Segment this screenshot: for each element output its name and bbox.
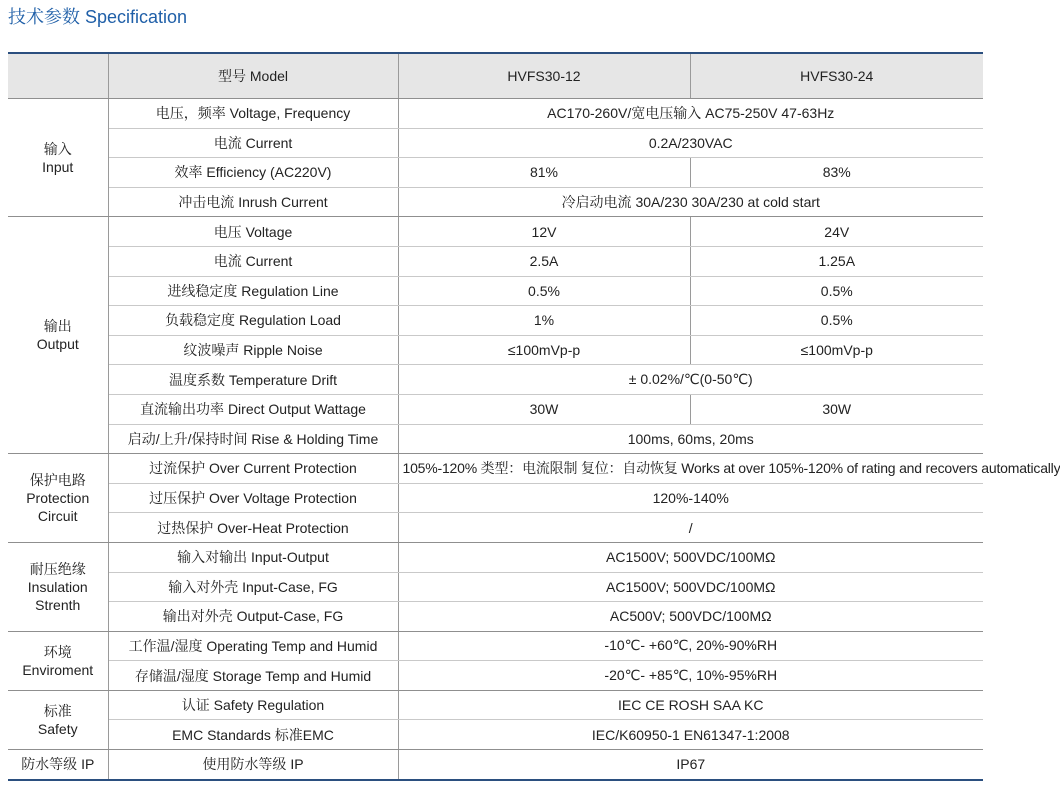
table-row bbox=[8, 306, 983, 336]
table-row bbox=[8, 335, 983, 365]
param-value: AC1500V; 500VDC/100MΩ bbox=[398, 542, 983, 572]
group-environment bbox=[8, 631, 108, 690]
param-value-2: 24V bbox=[690, 217, 983, 247]
param-label: 纹波噪声 Ripple Noise bbox=[108, 335, 398, 365]
group-input bbox=[8, 99, 108, 217]
header-row bbox=[8, 53, 983, 99]
group-label: Circuit bbox=[37, 508, 78, 525]
table-row bbox=[8, 690, 983, 720]
table-row bbox=[8, 99, 983, 129]
group-label: 保护电路 bbox=[29, 472, 86, 489]
param-label: 进线稳定度 Regulation Line bbox=[108, 276, 398, 306]
table-row bbox=[8, 720, 983, 750]
header-model-1: HVFS30-12 bbox=[398, 53, 690, 99]
table-row bbox=[8, 424, 983, 454]
group-label: Input bbox=[42, 158, 74, 175]
param-value-2: 30W bbox=[690, 394, 983, 424]
header-param: 型号 Model bbox=[108, 53, 398, 99]
param-value-1: 1% bbox=[398, 306, 690, 336]
param-value: IEC/K60950-1 EN61347-1:2008 bbox=[398, 720, 983, 750]
param-label: 负载稳定度 Regulation Load bbox=[108, 306, 398, 336]
group-label: Insulation bbox=[27, 578, 88, 595]
group-label: Enviroment bbox=[22, 661, 94, 678]
page-title: 技术参数 Specification bbox=[8, 7, 188, 27]
param-value: 100ms, 60ms, 20ms bbox=[398, 424, 983, 454]
group-label: 输出 bbox=[43, 318, 72, 335]
param-value-2: ≤100mVp-p bbox=[690, 335, 983, 365]
table-row bbox=[8, 631, 983, 661]
param-value: -10℃- +60℃, 20%-90%RH bbox=[398, 631, 983, 661]
param-value: 冷启动电流 30A/230 30A/230 at cold start bbox=[398, 187, 983, 217]
param-label: 电压 Voltage bbox=[108, 217, 398, 247]
param-value: ± 0.02%/℃(0-50℃) bbox=[398, 365, 983, 395]
param-label: 使用防水等级 IP bbox=[108, 750, 398, 780]
spec-table bbox=[8, 52, 1060, 781]
table-row bbox=[8, 542, 983, 572]
group-label: 输入 bbox=[43, 140, 72, 157]
param-label: 输出对外壳 Output-Case, FG bbox=[108, 602, 398, 632]
param-value-1: 30W bbox=[398, 394, 690, 424]
param-value: -20℃- +85℃, 10%-95%RH bbox=[398, 661, 983, 691]
group-output bbox=[8, 217, 108, 454]
param-value-2: 0.5% bbox=[690, 276, 983, 306]
param-value: AC1500V; 500VDC/100MΩ bbox=[398, 572, 983, 602]
param-value: / bbox=[398, 513, 983, 543]
param-label: 过热保护 Over-Heat Protection bbox=[108, 513, 398, 543]
param-value-2: 0.5% bbox=[690, 306, 983, 336]
param-value-1: 2.5A bbox=[398, 246, 690, 276]
group-label: 环境 bbox=[43, 643, 72, 660]
param-value-1: ≤100mVp-p bbox=[398, 335, 690, 365]
param-value: AC170-260V/宽电压输入 AC75-250V 47-63Hz bbox=[398, 99, 983, 129]
group-standard bbox=[8, 690, 108, 749]
table-row bbox=[8, 454, 983, 484]
table-row bbox=[8, 246, 983, 276]
param-label: 电流 Current bbox=[108, 128, 398, 158]
header-blank bbox=[8, 53, 108, 99]
param-label: 效率 Efficiency (AC220V) bbox=[108, 158, 398, 188]
group-label: 防水等级 IP bbox=[21, 756, 95, 773]
group-waterproof bbox=[8, 750, 108, 780]
param-label: 输入对输出 Input-Output bbox=[108, 542, 398, 572]
param-value-2: 83% bbox=[690, 158, 983, 188]
param-value: IEC CE ROSH SAA KC bbox=[398, 690, 983, 720]
table-row bbox=[8, 365, 983, 395]
param-label: 过流保护 Over Current Protection bbox=[108, 454, 398, 484]
table-row bbox=[8, 394, 983, 424]
group-label: 标准 bbox=[43, 702, 72, 719]
param-value-1: 12V bbox=[398, 217, 690, 247]
table-row bbox=[8, 602, 983, 632]
param-value-2: 1.25A bbox=[690, 246, 983, 276]
group-label: Strenth bbox=[35, 596, 81, 613]
table-row bbox=[8, 661, 983, 691]
group-label: Protection bbox=[26, 490, 90, 507]
param-label: 工作温/湿度 Operating Temp and Humid bbox=[108, 631, 398, 661]
table-row bbox=[8, 128, 983, 158]
table-row bbox=[8, 158, 983, 188]
param-label: 输入对外壳 Input-Case, FG bbox=[108, 572, 398, 602]
header-model-2: HVFS30-24 bbox=[690, 53, 983, 99]
param-value: 105%-120% 类型：电流限制 复位：自动恢复 Works at over 105%-120% of rating and recovers automatically bbox=[398, 454, 983, 484]
table-row bbox=[8, 217, 983, 247]
table-row bbox=[8, 750, 983, 780]
param-label: 启动/上升/保持时间 Rise & Holding Time bbox=[108, 424, 398, 454]
param-label: 温度系数 Temperature Drift bbox=[108, 365, 398, 395]
table-row bbox=[8, 513, 983, 543]
param-label: 直流输出功率 Direct Output Wattage bbox=[108, 394, 398, 424]
param-label: 电压，频率 Voltage, Frequency bbox=[108, 99, 398, 129]
table-row bbox=[8, 572, 983, 602]
param-label: 认证 Safety Regulation bbox=[108, 690, 398, 720]
table-row bbox=[8, 483, 983, 513]
group-label: Output bbox=[36, 336, 79, 353]
group-label: 耐压绝缘 bbox=[29, 560, 86, 577]
param-label: 冲击电流 Inrush Current bbox=[108, 187, 398, 217]
param-label: 过压保护 Over Voltage Protection bbox=[108, 483, 398, 513]
param-value: 120%-140% bbox=[398, 483, 983, 513]
param-label: EMC Standards 标准EMC bbox=[108, 720, 398, 750]
param-value: AC500V; 500VDC/100MΩ bbox=[398, 602, 983, 632]
param-value-1: 81% bbox=[398, 158, 690, 188]
param-value: IP67 bbox=[398, 750, 983, 780]
group-insulation bbox=[8, 542, 108, 631]
param-value: 0.2A/230VAC bbox=[398, 128, 983, 158]
table-row bbox=[8, 187, 983, 217]
param-label: 电流 Current bbox=[108, 246, 398, 276]
param-label: 存储温/湿度 Storage Temp and Humid bbox=[108, 661, 398, 691]
param-value-1: 0.5% bbox=[398, 276, 690, 306]
table-row bbox=[8, 276, 983, 306]
group-label: Safety bbox=[37, 720, 78, 737]
group-protection bbox=[8, 454, 108, 543]
